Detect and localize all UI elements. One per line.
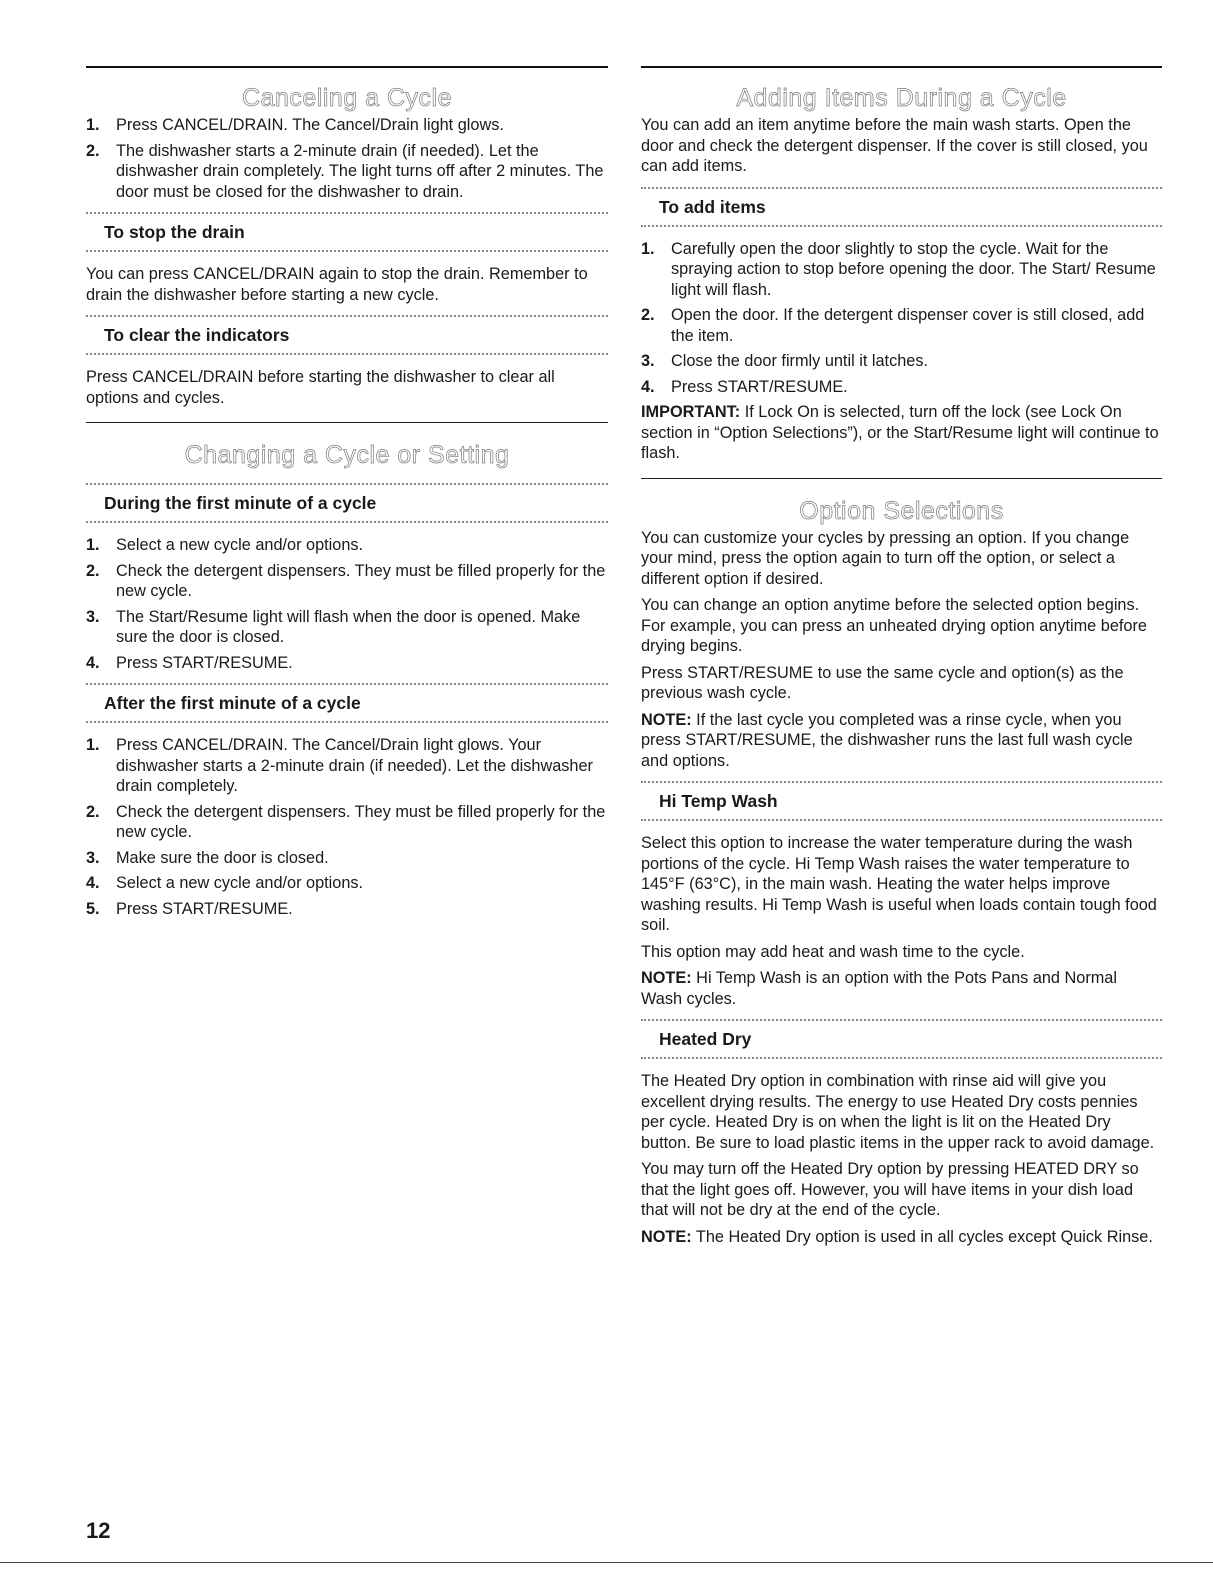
subheading-after-first-minute: After the first minute of a cycle — [86, 683, 608, 723]
section-rule — [641, 66, 1162, 68]
list-item: 2. Check the detergent dispensers. They must be filled properly for the new cycle. — [86, 561, 606, 600]
section-rule — [86, 422, 608, 423]
section-rule — [641, 478, 1162, 479]
list-item: 2. Check the detergent dispensers. They must be filled properly for the new cycle. — [86, 802, 606, 841]
list-item: 4. Press START/RESUME. — [641, 377, 848, 396]
paragraph: You can change an option anytime before the selected option begins. For example, you can press an unheated drying option anytime before drying begins. — [641, 596, 1147, 655]
subheading-to-add-items: To add items — [641, 187, 1162, 227]
note-paragraph: NOTE: The Heated Dry option is used in all cycles except Quick Rinse. — [641, 1227, 1153, 1246]
section-title-canceling: Canceling a Cycle — [242, 84, 452, 112]
important-paragraph: IMPORTANT: If Lock On is selected, turn off the lock (see Lock On section in “Option Selections”), or the Start/Resume light will continue to flash. — [641, 403, 1159, 462]
list-item: 2. Open the door. If the detergent dispenser cover is still closed, add the item. — [641, 306, 1145, 345]
section-title-adding: Adding Items During a Cycle — [736, 84, 1067, 112]
subheading-during-first-minute: During the first minute of a cycle — [86, 483, 608, 523]
subheading-stop-drain: To stop the drain — [86, 212, 608, 252]
paragraph: Select this option to increase the water temperature during the wash portions of the cycle. Hi Temp Wash raises the water temperature to 145°F (63°C), in the main wash. Heating the water helps improve washing results. Hi Temp Wash is useful when loads contain tough food soil. — [641, 834, 1157, 934]
list-item: 4. Press START/RESUME. — [86, 653, 293, 672]
list-item: 5. Press START/RESUME. — [86, 899, 293, 918]
paragraph: You can add an item anytime before the main wash starts. Open the door and check the detergent dispenser. If the cover is still closed, you can add items. — [641, 116, 1148, 175]
list-item: 3. The Start/Resume light will flash when the door is opened. Make sure the door is closed. — [86, 607, 581, 646]
section-title-options: Option Selections — [799, 496, 1004, 525]
list-item: 1. Press CANCEL/DRAIN. The Cancel/Drain light glows. — [86, 116, 504, 134]
list-item: 1. Select a new cycle and/or options. — [86, 536, 364, 554]
paragraph: Press CANCEL/DRAIN before starting the dishwasher to clear all options and cycles. — [86, 368, 555, 407]
paragraph: You can customize your cycles by pressing an option. If you change your mind, press the option again to turn off the option, or select a different option if desired. — [641, 528, 1130, 588]
list-item: 2. The dishwasher starts a 2-minute drain (if needed). Let the dishwasher drain completely. The light turns off after 2 minutes. The door must be closed for the dishwasher to drain. — [86, 141, 604, 201]
footer-rule — [0, 1562, 1213, 1563]
right-column — [641, 66, 1162, 1253]
to-add-steps — [641, 239, 1162, 398]
canceling-steps — [86, 115, 608, 202]
list-item: 3. Make sure the door is closed. — [86, 848, 329, 867]
paragraph: You may turn off the Heated Dry option by pressing HEATED DRY so that the light goes off. However, you will have items in your dish load that will not be dry at the end of the cycle. — [641, 1160, 1139, 1219]
note-paragraph: NOTE: If the last cycle you completed was a rinse cycle, when you press START/RESUME, the dishwasher runs the last full wash cycle and options. — [641, 710, 1133, 770]
paragraph: The Heated Dry option in combination with rinse aid will give you excellent drying results. The energy to use Heated Dry costs pennies per cycle. Heated Dry is on when the light is lit on the Heated Dry button. Be sure to load plastic items in the upper rack to avoid damage. — [641, 1072, 1155, 1152]
paragraph: This option may add heat and wash time to the cycle. — [641, 942, 1025, 961]
page-number: 12 — [86, 1518, 111, 1543]
list-item: 3. Close the door firmly until it latches. — [641, 352, 928, 370]
left-column — [86, 66, 608, 924]
subheading-clear-indicators: To clear the indicators — [86, 315, 608, 355]
paragraph: Press START/RESUME to use the same cycle and option(s) as the previous wash cycle. — [641, 663, 1124, 702]
after-steps — [86, 735, 608, 919]
paragraph: You can press CANCEL/DRAIN again to stop the drain. Remember to drain the dishwasher before starting a new cycle. — [86, 265, 588, 304]
section-rule — [86, 66, 608, 68]
list-item: 1. Carefully open the door slightly to stop the cycle. Wait for the spraying action to stop before opening the door. The Start/ Resume light will flash. — [641, 239, 1156, 299]
subheading-hi-temp-wash: Hi Temp Wash — [641, 781, 1162, 821]
list-item: 4. Select a new cycle and/or options. — [86, 874, 364, 892]
note-paragraph: NOTE: Hi Temp Wash is an option with the Pots Pans and Normal Wash cycles. — [641, 969, 1117, 1008]
list-item: 1. Press CANCEL/DRAIN. The Cancel/Drain light glows. Your dishwasher starts a 2-minute drain (if needed). Let the dishwasher drain completely. — [86, 736, 593, 795]
section-title-changing: Changing a Cycle or Setting — [184, 441, 510, 469]
subheading-heated-dry: Heated Dry — [641, 1019, 1162, 1059]
during-steps — [86, 535, 608, 673]
